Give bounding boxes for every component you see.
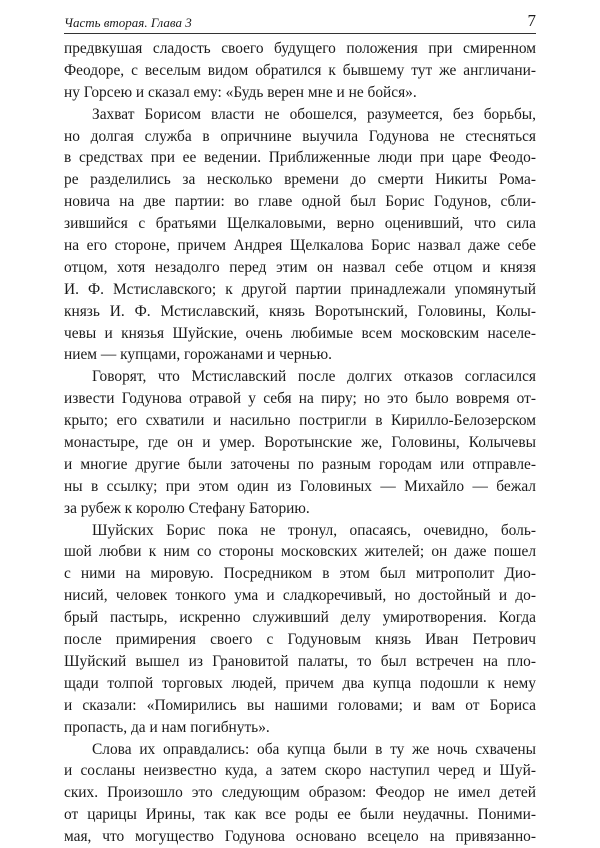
text-line: пропасть, да и нам погибнуть». [64,718,270,736]
text-line: щади толпой торговых людей, причем два купца подошли к нему [64,674,536,692]
text-line: ну Горсею и сказал ему: «Будь верен мне и не бойся». [64,83,417,101]
text-line: крыто; его схватили и насильно постригли в Кирилло-Белозерском [64,412,536,430]
text-line: нисий, человек тонкого ума и сладкоречивый, но достойный и до- [64,587,536,605]
text-line: и сосланы неизвестно куда, а затем скоро наступил черед и Шуй- [64,762,536,780]
text-line: от царицы Ирины, так как все роды ее были неудачны. Поними- [64,806,536,824]
text-line: зившийся с братьями Щелкаловыми, верно оценивший, что сила [64,215,536,233]
text-line: после примирения своего с Годуновым князь Иван Петрович [64,631,536,649]
text-line: но долгая служба в опричнине выучила Годунова не стесняться [64,127,536,145]
text-line: на его стороне, причем Андрея Щелкалова Борис назвал даже себе [64,237,536,255]
text-line: Говорят, что Мстиславский после долгих отказов согласился [92,368,536,386]
text-line: И. Ф. Мстиславского; к другой партии принадлежали упомянутый [64,280,536,298]
text-line: Феодоре, с веселым видом обратился к бывшему тут же англичани- [64,61,536,79]
page-number: 7 [527,11,536,30]
text-line: и многие другие были заточены по разным городам или отправле- [64,455,536,473]
text-line: с ними на мировую. Посредником в этом был митрополит Дио- [64,565,536,583]
text-line: новича на две партии: во главе одной был Борис Годунов, сбли- [64,193,536,211]
text-line: нием — купцами, горожанами и чернью. [64,346,332,364]
text-line: мая, что могущество Годунова основано всецело на привязанно- [64,828,536,846]
body-text [64,38,536,848]
text-line: извести Годунова отравой у себя на пиру; но это было вовремя от- [64,390,536,408]
text-line: Шуйских Борис пока не тронул, опасаясь, очевидно, боль- [92,521,536,539]
text-line: шой любви к ним со стороны московских жителей; он даже пошел [64,543,536,561]
text-line: Шуйский вышел из Грановитой палаты, то был встречен на пло- [64,652,536,670]
text-line: предвкушая сладость своего будущего положения при смиренном [64,40,536,57]
text-line: и сказали: «Помирились вы нашими головами; и вам от Бориса [64,696,536,714]
text-line: чевы и князья Шуйские, очень любимые всем московским населе- [64,324,536,342]
text-line: монастыре, где он и умер. Воротынские же, Головины, Колычевы [64,434,536,452]
text-line: ны в ссылку; при этом один из Головиных — Михайло — бежал [64,477,536,495]
header-rule [64,33,536,34]
text-line: брый пастырь, искренно служивший делу умиротворения. Когда [64,609,536,627]
text-line: за рубеж к королю Стефану Баторию. [64,499,310,517]
text-line: отцом, хотя незадолго перед этим он назвал себе отцом и князя [64,258,536,276]
text-line: Слова их оправдались: оба купца были в ту же ночь схвачены [92,740,536,758]
text-line: князь И. Ф. Мстиславский, князь Воротынский, Головины, Колы- [64,302,536,320]
text-line: ре разделились за несколько времени до смерти Никиты Рома- [64,171,536,189]
running-head-section: Часть вторая. Глава 3 [64,15,192,30]
text-line: в средствах при ее ведении. Приближенные люди при царе Феодо- [64,149,536,167]
text-line: ских. Произошло это следующим образом: Феодор не имел детей [64,784,536,802]
text-line: Захват Борисом власти не обошелся, разумеется, без борьбы, [92,105,536,123]
